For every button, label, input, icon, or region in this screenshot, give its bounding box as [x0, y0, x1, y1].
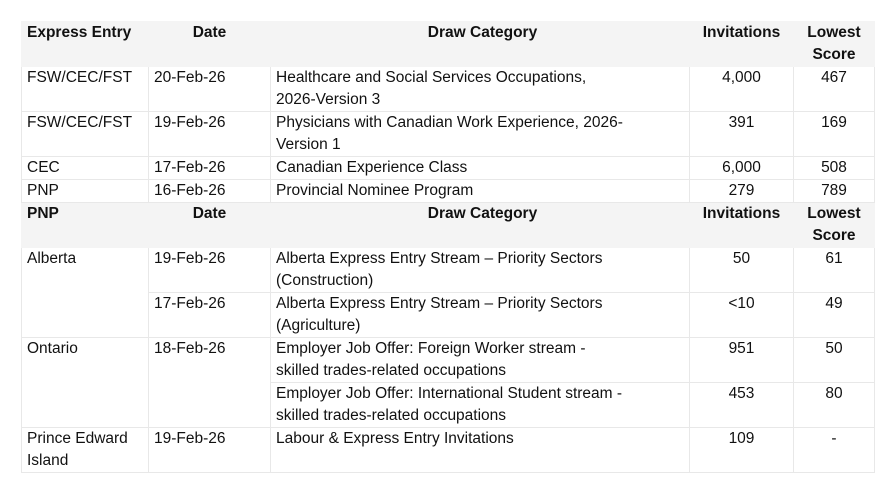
- table-row: [22, 293, 875, 338]
- program-cell: CEC: [22, 157, 149, 180]
- score-cell: -: [794, 428, 875, 473]
- score-cell: 508: [794, 157, 875, 180]
- province-cell: [22, 428, 149, 473]
- date-cell: 16-Feb-26: [149, 180, 271, 203]
- header-draw-category: Draw Category: [271, 203, 690, 248]
- date-cell: 20-Feb-26: [149, 67, 271, 112]
- category-line: 2026-Version 3: [276, 91, 381, 108]
- date-cell: 19-Feb-26: [149, 428, 271, 473]
- category-line: (Agriculture): [276, 317, 361, 334]
- category-line: Physicians with Canadian Work Experience, 2026-: [276, 114, 623, 131]
- category-cell: [271, 67, 690, 112]
- category-line: skilled trades-related occupations: [276, 407, 507, 424]
- date-cell: 19-Feb-26: [149, 112, 271, 157]
- date-cell: 19-Feb-26: [149, 248, 271, 293]
- program-cell: FSW/CEC/FST: [22, 67, 149, 112]
- header-score-line1: Lowest: [807, 205, 861, 222]
- invitations-cell: 109: [690, 428, 794, 473]
- score-cell: 467: [794, 67, 875, 112]
- province-cell: Ontario: [22, 338, 149, 428]
- invitations-cell: 50: [690, 248, 794, 293]
- date-cell: 17-Feb-26: [149, 293, 271, 338]
- header-score-line1: Lowest: [807, 24, 861, 41]
- score-cell: 49: [794, 293, 875, 338]
- table-row: [22, 67, 875, 112]
- header-lowest-score: [794, 203, 875, 248]
- category-cell: Canadian Experience Class: [271, 157, 690, 180]
- pnp-header-row: [22, 203, 875, 248]
- score-cell: 169: [794, 112, 875, 157]
- table-row: [22, 112, 875, 157]
- category-cell: Provincial Nominee Program: [271, 180, 690, 203]
- header-invitations: Invitations: [690, 203, 794, 248]
- category-line: Version 1: [276, 136, 341, 153]
- category-cell: Labour & Express Entry Invitations: [271, 428, 690, 473]
- score-cell: 50: [794, 338, 875, 383]
- draws-table-wrapper: [21, 21, 874, 473]
- date-cell: 18-Feb-26: [149, 338, 271, 428]
- score-cell: 61: [794, 248, 875, 293]
- category-line: Healthcare and Social Services Occupations,: [276, 69, 587, 86]
- invitations-cell: 391: [690, 112, 794, 157]
- category-line: Employer Job Offer: Foreign Worker stream -: [276, 340, 586, 357]
- category-line: Alberta Express Entry Stream – Priority Sectors: [276, 295, 603, 312]
- header-score-line2: Score: [812, 227, 856, 244]
- score-cell: 80: [794, 383, 875, 428]
- category-cell: [271, 248, 690, 293]
- table-row: [22, 338, 875, 383]
- header-invitations: Invitations: [690, 22, 794, 67]
- header-date: Date: [149, 22, 271, 67]
- table-row: [22, 180, 875, 203]
- date-cell: 17-Feb-26: [149, 157, 271, 180]
- invitations-cell: 279: [690, 180, 794, 203]
- table-row: [22, 157, 875, 180]
- province-cell: Alberta: [22, 248, 149, 338]
- invitations-cell: 951: [690, 338, 794, 383]
- category-line: Employer Job Offer: International Student stream -: [276, 385, 623, 402]
- category-line: skilled trades-related occupations: [276, 362, 507, 379]
- category-cell: [271, 112, 690, 157]
- province-line: Prince Edward: [27, 430, 128, 447]
- express-entry-header-row: [22, 22, 875, 67]
- header-program: PNP: [22, 203, 149, 248]
- header-score-line2: Score: [812, 46, 856, 63]
- score-cell: 789: [794, 180, 875, 203]
- table-row: [22, 248, 875, 293]
- province-line: Island: [27, 452, 69, 469]
- invitations-cell: <10: [690, 293, 794, 338]
- category-cell: [271, 293, 690, 338]
- invitations-cell: 453: [690, 383, 794, 428]
- header-program: Express Entry: [22, 22, 149, 67]
- header-draw-category: Draw Category: [271, 22, 690, 67]
- invitations-cell: 6,000: [690, 157, 794, 180]
- program-cell: PNP: [22, 180, 149, 203]
- header-date: Date: [149, 203, 271, 248]
- category-cell: [271, 338, 690, 383]
- header-lowest-score: [794, 22, 875, 67]
- invitations-cell: 4,000: [690, 67, 794, 112]
- category-cell: [271, 383, 690, 428]
- draws-table: [21, 21, 875, 473]
- category-line: (Construction): [276, 272, 374, 289]
- program-cell: FSW/CEC/FST: [22, 112, 149, 157]
- category-line: Alberta Express Entry Stream – Priority Sectors: [276, 250, 603, 267]
- table-row: [22, 428, 875, 473]
